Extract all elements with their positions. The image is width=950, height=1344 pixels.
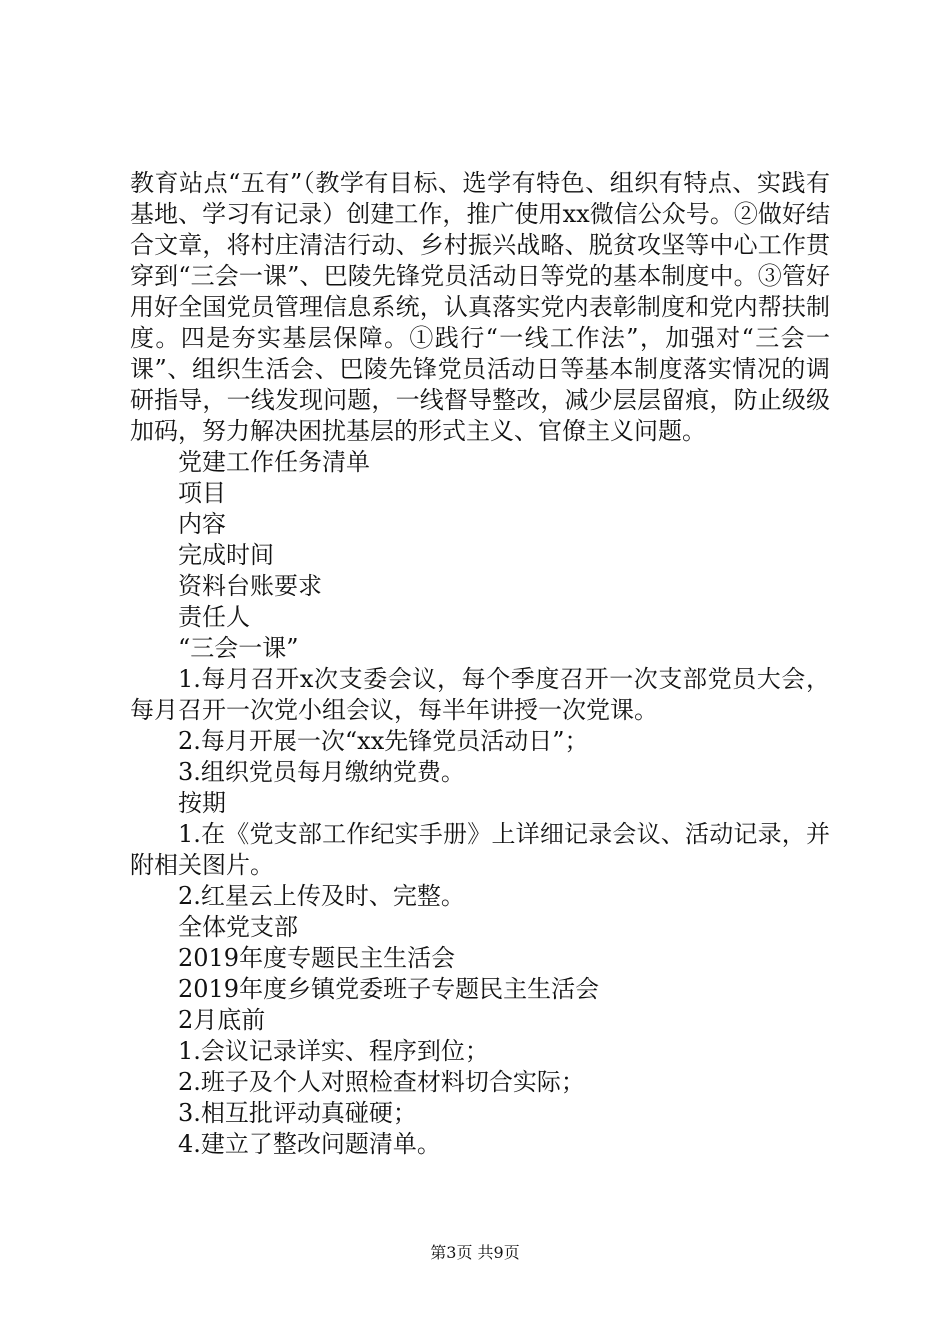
table-header-deadline: 完成时间 — [178, 541, 274, 569]
table-cell-deadline: 按期 — [178, 789, 226, 817]
page-number-footer: 第3页 共9页 — [430, 1243, 520, 1262]
table-cell-text: 2.每月开展一次“xx先锋党员活动日”； — [178, 727, 589, 755]
table-cell-owner: 全体党支部 — [178, 913, 298, 941]
table-cell-text: 2.红星云上传及时、完整。 — [178, 882, 465, 910]
table-cell-text: 2019年度乡镇党委班子专题民主生活会 — [178, 975, 600, 1003]
table-cell-deadline: 2月底前 — [178, 1006, 266, 1034]
table-cell-text: 3.相互批评动真碰硬； — [178, 1099, 417, 1127]
table-header-content: 内容 — [178, 510, 226, 538]
table-cell-text: 1.在《党支部工作纪实手册》上详细记录会议、活动记录，并附相关图片。 — [130, 820, 830, 879]
document-body — [130, 168, 830, 1160]
body-paragraph: 教育站点“五有”（教学有目标、选学有特色、组织有特点、实践有基地、学习有记录）创建工作，推广使用xx微信公众号。②做好结合文章，将村庄清洁行动、乡村振兴战略、脱贫攻坚等中心工作贯穿到“三会一课”、巴陵先锋党员活动日等党的基本制度中。③管好用好全国党员管理信息系统，认真落实党内表彰制度和党内帮扶制度。四是夯实基层保障。①践行“一线工作法”，加强对“三会一课”、组织生活会、巴陵先锋党员活动日等基本制度落实情况的调研指导，一线发现问题，一线督导整改，减少层层留痕，防止级级加码，努力解决困扰基层的形式主义、官僚主义问题。 — [130, 169, 830, 445]
table-cell-text: 1.每月召开x次支委会议，每个季度召开一次支部党员大会，每月召开一次党小组会议，每半年讲授一次党课。 — [130, 665, 830, 724]
table-item-title: “三会一课” — [178, 634, 299, 662]
table-cell-text: 4.建立了整改问题清单。 — [178, 1130, 441, 1158]
table-header-records: 资料台账要求 — [178, 572, 322, 600]
table-cell-text: 3.组织党员每月缴纳党费。 — [178, 758, 465, 786]
table-item-title: 2019年度专题民主生活会 — [178, 944, 456, 972]
table-header-item: 项目 — [178, 479, 226, 507]
table-cell-text: 1.会议记录详实、程序到位； — [178, 1037, 489, 1065]
table-header-owner: 责任人 — [178, 603, 250, 631]
table-cell-text: 2.班子及个人对照检查材料切合实际； — [178, 1068, 585, 1096]
section-heading: 党建工作任务清单 — [178, 448, 370, 476]
